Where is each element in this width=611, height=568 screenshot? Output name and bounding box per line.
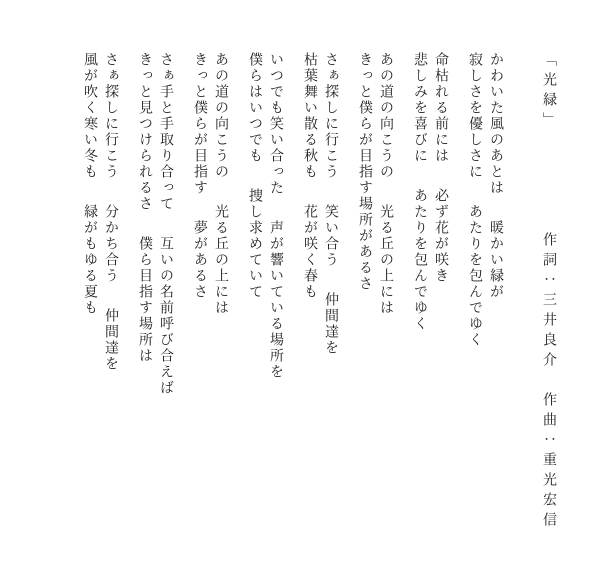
lyric-line (244, 52, 265, 532)
stanza (409, 52, 451, 532)
lyric-phrase: かわいた風のあとは (488, 52, 503, 196)
lyric-line (299, 52, 320, 532)
lyric-phrase: あの道の向こうの (213, 52, 228, 180)
stanza (354, 52, 396, 532)
lyric-phrase: 光る丘の上には (378, 204, 393, 316)
lyric-line (375, 52, 396, 532)
lyric-phrase: 緑がもゆる夏も (82, 204, 97, 316)
stanza (464, 52, 506, 532)
lyric-phrase: 互いの名前呼び合えば (158, 236, 173, 396)
lyric-phrase: 分かち合う (103, 204, 118, 284)
lyric-phrase: あたりを包んでゆく (467, 204, 482, 348)
lyric-phrase: きっと僕らが目指す (192, 52, 207, 196)
lyric-phrase: 声が響いている場所を (268, 220, 283, 380)
songwriter-credits: 作詞：三井良介 作曲：重光宏信 (541, 232, 556, 532)
lyric-phrase: さぁ探しに行こう (103, 52, 118, 180)
song-title: 「光緑」 (541, 52, 556, 132)
lyric-phrase: いつでも笑い合った (268, 52, 283, 196)
lyric-phrase: 必ず花が咲き (433, 188, 448, 284)
lyric-phrase: 笑い合う (323, 204, 338, 268)
lyric-line (134, 52, 155, 532)
stanza (244, 52, 286, 532)
lyric-line (265, 52, 286, 532)
stanza (134, 52, 176, 532)
lyric-line (430, 52, 451, 532)
lyric-phrase: 暖かい緑が (488, 220, 503, 300)
lyric-line (100, 52, 121, 532)
lyric-phrase: きっと僕らが目指す場所があるさ (357, 52, 372, 292)
lyric-phrase: 僕ら目指す場所は (137, 236, 152, 364)
lyric-line (409, 52, 430, 532)
lyric-line (464, 52, 485, 532)
lyric-line (155, 52, 176, 532)
lyric-line (189, 52, 210, 532)
lyric-line (210, 52, 231, 532)
lyric-phrase: 風が吹く寒い冬も (82, 52, 97, 180)
lyric-line (354, 52, 375, 532)
lyric-line (79, 52, 100, 532)
lyric-phrase: 僕らはいつでも (247, 52, 262, 164)
lyric-phrase: 花が咲く春も (302, 204, 317, 300)
lyric-phrase: 枯葉舞い散る秋も (302, 52, 317, 180)
stanza (79, 52, 121, 532)
lyric-phrase: 光る丘の上には (213, 204, 228, 316)
lyric-phrase: 捜し求めていて (247, 188, 262, 300)
lyric-line (320, 52, 341, 532)
stanza (299, 52, 341, 532)
title-column (538, 52, 559, 532)
lyric-phrase: 悲しみを喜びに (412, 52, 427, 164)
stanza (189, 52, 231, 532)
lyric-phrase: 命枯れる前には (433, 52, 448, 164)
lyric-phrase: 夢があるさ (192, 220, 207, 300)
lyric-phrase: 仲間達を (323, 292, 338, 356)
lyrics-body (79, 52, 506, 532)
lyric-phrase: 寂しさを優しさに (467, 52, 482, 180)
lyric-phrase: 仲間達を (103, 308, 118, 372)
vertical-text-area (66, 52, 559, 532)
lyric-line (485, 52, 506, 532)
lyric-phrase: きっと見つけられるさ (137, 52, 152, 212)
lyric-phrase: あの道の向こうの (378, 52, 393, 180)
lyric-phrase: さぁ探しに行こう (323, 52, 338, 180)
lyric-phrase: あたりを包んでゆく (412, 188, 427, 332)
lyric-phrase: さぁ手と手取り合って (158, 52, 173, 212)
